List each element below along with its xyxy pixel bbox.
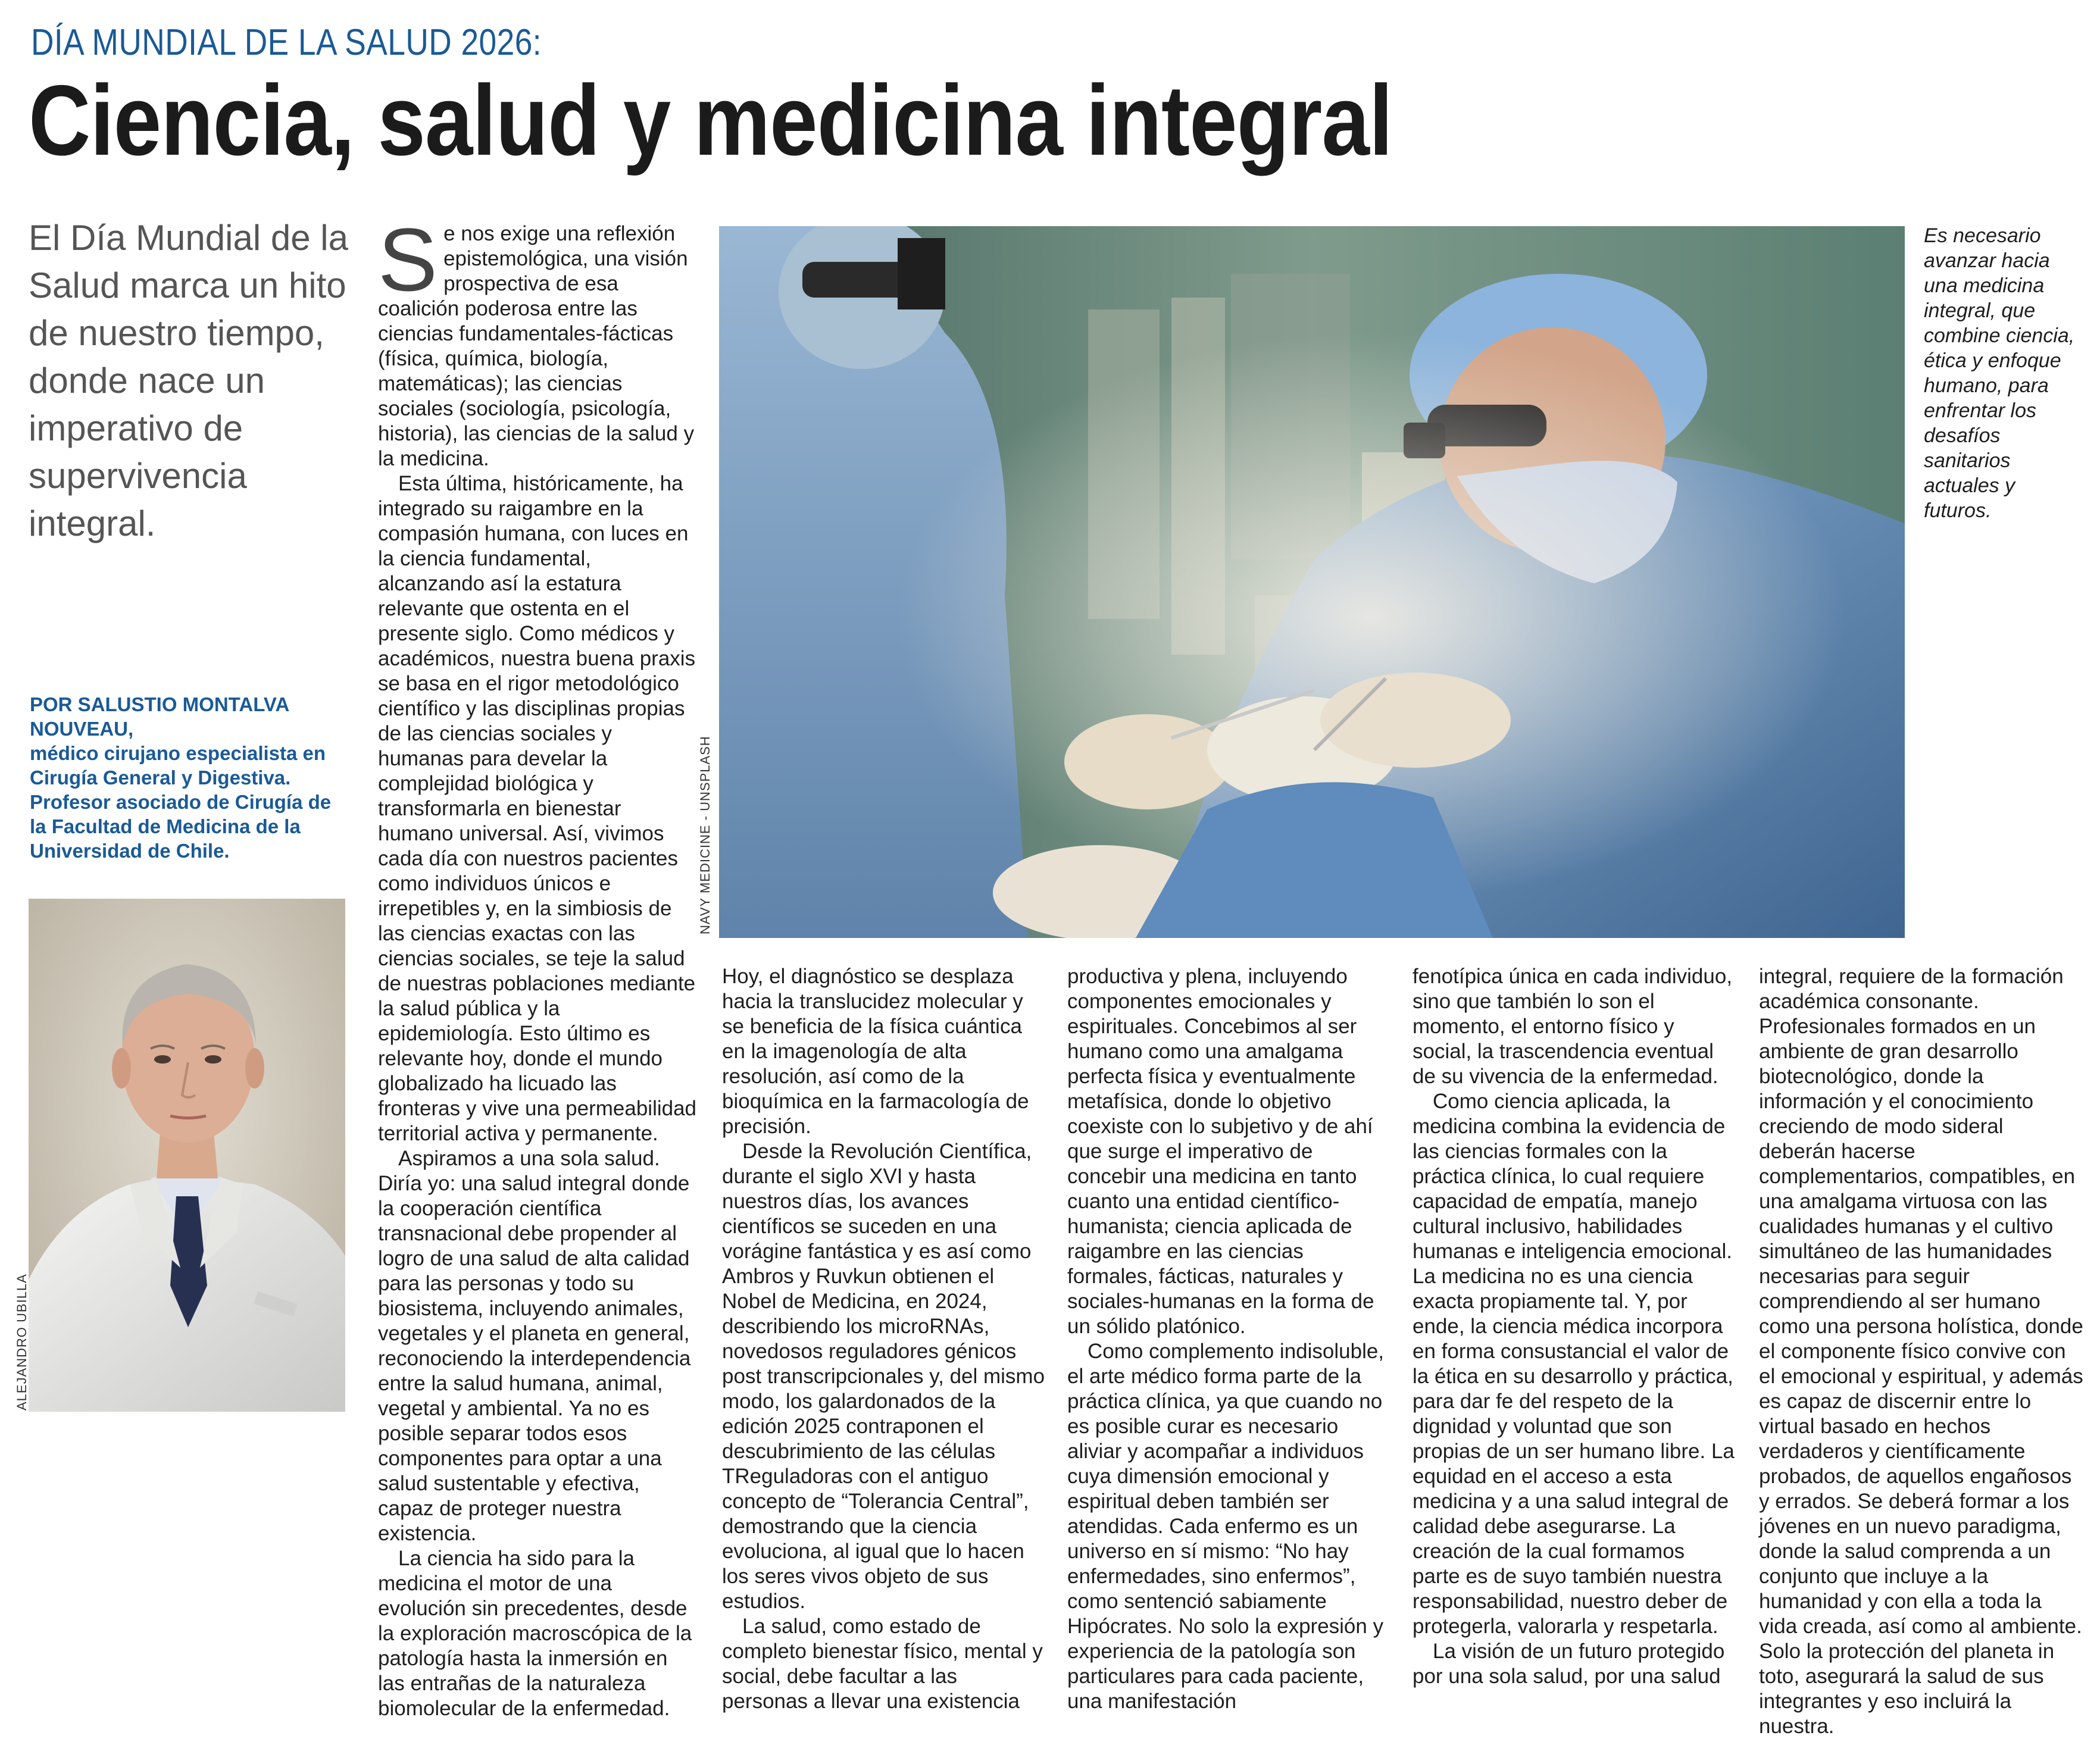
article-column-3 bbox=[1067, 964, 1392, 1714]
paragraph: integral, requiere de la formación académica consonante. Profesionales formados en un ambiente de gran desarrollo biotecnológico, donde la información y el conocimiento creciendo de modo sideral deberán hacerse complementarios, compatibles, en una amalgama virtuosa con las cualidades humanas y el cultivo simultáneo de las humanidades necesarias para seguir comprendiendo al ser humano como una persona holística, donde el componente físico convive con el emocional y espiritual, y además es capaz de discernir entre lo virtual basado en hechos verdaderos y científicamente probados, de aquellos engañosos y errados. Se deberá formar a los jóvenes en un nuevo paradigma, donde la salud comprenda a un conjunto que incluye a la humanidad y con ella a toda la vida creada, así como al ambiente. Solo la protección del planeta in toto, asegurará la salud de sus integrantes y eso incluirá la nuestra. bbox=[1759, 965, 2083, 1738]
article-lede: El Día Mundial de la Salud marca un hito de nuestro tiempo, donde nace un imperativo de supervivencia integral. bbox=[29, 218, 348, 543]
author-role: médico cirujano especialista en Cirugía General y Digestiva. Profesor asociado de Cirugía de la Facultad de Medicina de la Universidad de Chile. bbox=[30, 742, 332, 862]
portrait-credit: ALEJANDRO UBILLA bbox=[14, 1274, 29, 1411]
article-column-4 bbox=[1412, 964, 1737, 1689]
article-column-1 bbox=[378, 209, 699, 1721]
surgery-photo-image bbox=[719, 226, 1905, 938]
paragraph: productiva y plena, incluyendo componentes emocionales y espirituales. Concebimos al ser humano como una amalgama perfecta física y eventualmente metafísica, donde lo objetivo coexiste con lo subjetivo y de ahí que surge el imperativo de concebir una medicina en tanto cuanto una entidad científico-humanista; ciencia aplicada de raigambre en las ciencias formales, fácticas, naturales y sociales-humanas en la forma de un sólido platónico. bbox=[1067, 965, 1374, 1338]
paragraph: Desde la Revolución Científica, durante el siglo XVI y hasta nuestros días, los avances científicos se suceden en una vorágine fantástica y es así como Ambros y Ruvkun obtienen el Nobel de Medicina, en 2024, describiendo los microRNAs, novedosos reguladores génicos post transcripcionales y, del mismo modo, los galardonados de la edición 2025 contraponen el descubrimiento de las células TReguladoras con el antiguo concepto de “Tolerancia Central”, demostrando que la ciencia evoluciona, al igual que lo hacen los seres vivos objeto de sus estudios. bbox=[722, 1140, 1045, 1613]
paragraph: La ciencia ha sido para la medicina el motor de una evolución sin precedentes, desde la exploración macroscópica de la patología hasta la inmersión en las entrañas de la naturaleza biomolecular de la enfermedad. bbox=[378, 1547, 692, 1720]
article-column-2 bbox=[722, 964, 1046, 1714]
paragraph: Como complemento indisoluble, el arte médico forma parte de la práctica clínica, ya que cuando no es posible curar es necesario aliviar y acompañar a individuos cuya dimensión emocional y espiritual deben también ser atendidas. Cada enfermo es un universo en sí mismo: “No hay enfermedades, sino enfermos”, como sentenció sabiamente Hipócrates. No solo la expresión y experiencia de la patología son particulares para cada paciente, una manifestación bbox=[1067, 1340, 1385, 1713]
paragraph: fenotípica única en cada individuo, sino que también lo son el momento, el entorno físico y social, la trascendencia eventual de su vivencia de la enfermedad. bbox=[1412, 965, 1733, 1088]
paragraph: Como ciencia aplicada, la medicina combina la evidencia de las ciencias formales con la práctica clínica, lo cual requiere capacidad de empatía, manejo cultural inclusivo, habilidades humanas e inteligencia emocional. La medicina no es una ciencia exacta propiamente tal. Y, por ende, la ciencia médica incorpora en forma consustancial el valor de la ética en su desarrollo y práctica, para dar fe del respeto de la dignidad y voluntad que son propias de un ser humano libre. La equidad en el acceso a esta medicina y a una salud integral de calidad debe asegurarse. La creación de la cual formamos parte es de suyo también nuestra responsabilidad, nuestro deber de protegerla, valorarla y respetarla. bbox=[1412, 1090, 1735, 1638]
author-portrait-image bbox=[29, 899, 345, 1412]
author-name: POR SALUSTIO MONTALVA NOUVEAU, bbox=[30, 693, 289, 740]
paragraph: Aspiramos a una sola salud. Diría yo: una salud integral donde la cooperación científica transnacional debe propender al logro de una salud de alta calidad para las personas y todo su biosistema, incluyendo animales, vegetales y el planeta en general, reconociendo la interdependencia entre la salud humana, animal, vegetal y ambiental. Ya no es posible separar todos esos componentes para optar a una salud sustentable y efectiva, capaz de proteger nuestra existencia. bbox=[378, 1147, 691, 1545]
drop-cap: S bbox=[378, 209, 438, 309]
photo-credit: NAVY MEDICINE - UNSPLASH bbox=[698, 736, 712, 934]
section-kicker: DÍA MUNDIAL DE LA SALUD 2026: bbox=[31, 22, 542, 63]
article-column-5 bbox=[1759, 964, 2083, 1739]
paragraph: Esta última, históricamente, ha integrado su raigambre en la compasión humana, con luces en la ciencia fundamental, alcanzando así la estatura relevante que ostenta en el presente siglo. Como médicos y académicos, nuestra buena praxis se basa en el rigor metodológico científico y las disciplinas propias de las ciencias sociales y humanas para develar la complejidad biológica y transformarla en bienestar humano universal. Así, vivimos cada día con nuestros pacientes como individuos únicos e irrepetibles y, en la simbiosis de las ciencias exactas con las ciencias sociales, se teje la salud de nuestras poblaciones mediante la salud pública y la epidemiología. Esto último es relevante hoy, donde el mundo globalizado ha licuado las fronteras y vive una permeabilidad territorial activa y permanente. bbox=[378, 472, 697, 1145]
paragraph: e nos exige una reflexión epistemológica, una visión prospectiva de esa coalición poderosa entre las ciencias fundamentales-fácticas (física, química, biología, matemáticas); las ciencias sociales (sociología, psicología, historia), las ciencias de la salud y la medicina. bbox=[378, 222, 695, 470]
surgery-photo bbox=[719, 226, 1905, 938]
paragraph: Hoy, el diagnóstico se desplaza hacia la translucidez molecular y se beneficia de la física cuántica en la imagenología de alta resolución, así como de la bioquímica en la farmacología de precisión. bbox=[722, 965, 1029, 1138]
author-portrait bbox=[29, 899, 345, 1412]
paragraph: La visión de un futuro protegido por una sola salud, por una salud bbox=[1412, 1640, 1725, 1688]
photo-caption: Es necesario avanzar hacia una medicina integral, que combine ciencia, ética y enfoque humano, para enfrentar los desafíos sanitarios actuales y futuros. bbox=[1924, 224, 2075, 522]
author-byline bbox=[30, 692, 351, 863]
paragraph: La salud, como estado de completo bienestar físico, mental y social, debe facultar a las personas a llevar una existencia bbox=[722, 1615, 1043, 1713]
article-headline: Ciencia, salud y medicina integral bbox=[29, 64, 1393, 176]
